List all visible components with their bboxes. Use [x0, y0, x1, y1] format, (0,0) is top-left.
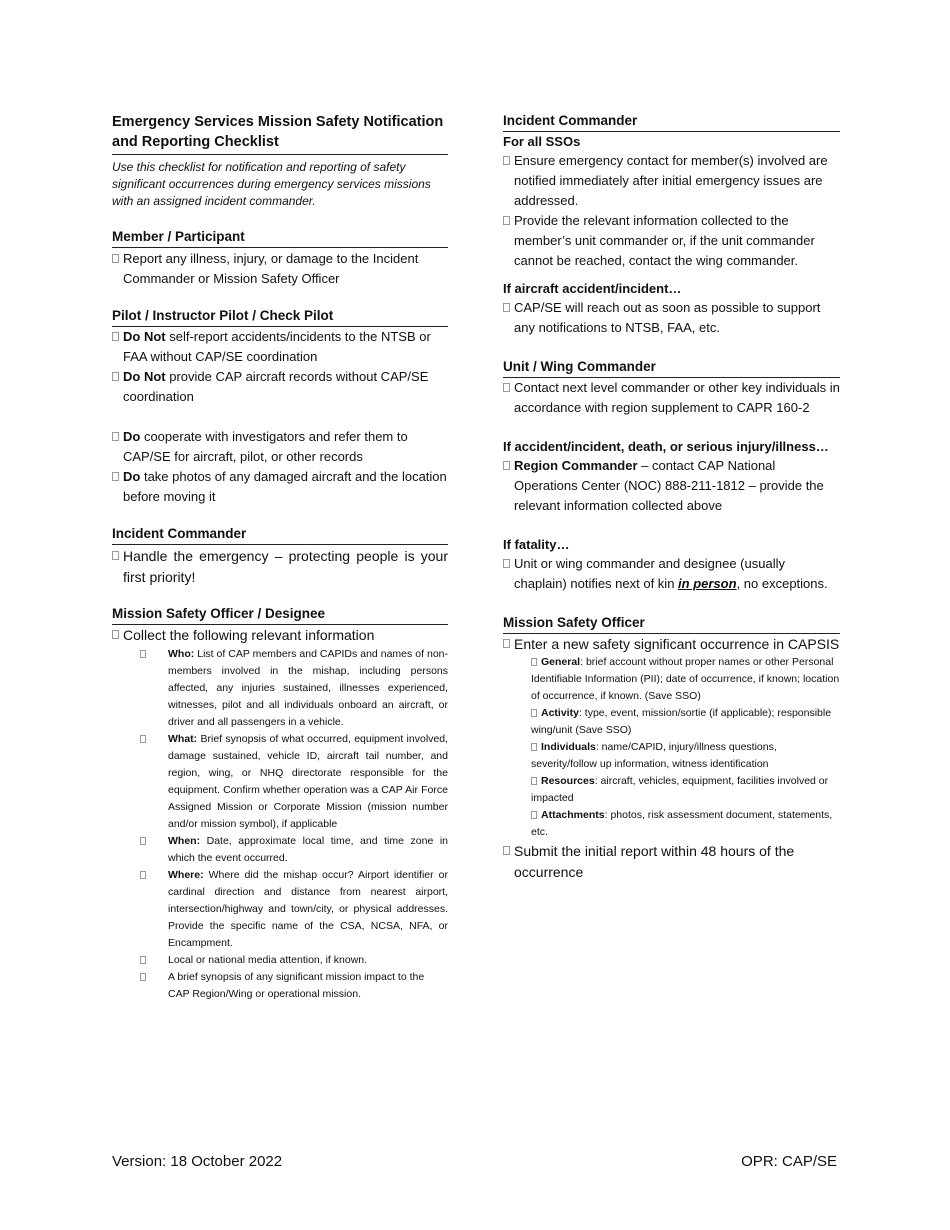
document-title: Emergency Services Mission Safety Notification and Reporting Checklist: [112, 112, 448, 155]
mission-safety-officer-heading: Mission Safety Officer: [503, 614, 840, 634]
unit-wing-commander-heading: Unit / Wing Commander: [503, 358, 840, 378]
checklist-item[interactable]: CAP/SE will reach out as soon as possible to support any notifications to NTSB, FAA, etc.: [503, 298, 840, 338]
checkbox-icon[interactable]: [503, 559, 510, 568]
checklist-item[interactable]: Do Not provide CAP aircraft records without CAP/SE coordination: [112, 367, 448, 407]
left-column: [112, 112, 448, 1003]
checkbox-icon[interactable]: [140, 735, 146, 743]
checklist-item[interactable]: Collect the following relevant information: [112, 625, 448, 646]
checklist-item[interactable]: Do cooperate with investigators and refer them to CAP/SE for aircraft, pilot, or other records: [112, 427, 448, 467]
checklist-item[interactable]: Handle the emergency – protecting people is your first priority!: [112, 546, 448, 588]
opr-label: OPR: CAP/SE: [741, 1153, 837, 1170]
checkbox-icon[interactable]: [112, 630, 119, 639]
sub-checklist-item[interactable]: General: brief account without proper names or other Personal Identifiable Information (PII); date of occurrence, if known; location of occurrence, if known. (Save SSO): [531, 656, 840, 702]
sub-checklist-item[interactable]: Attachments: photos, risk assessment document, statements, etc.: [531, 809, 833, 838]
sub-checklist-item[interactable]: Who: List of CAP members and CAPIDs and names of non-members involved in the mishap, including persons affected, any injuries sustained, illnesses experienced, witnesses, pilot and all individuals onboard an aircraft, or driver and all passengers in a vehicle.: [140, 646, 448, 731]
sub-checklist-item[interactable]: Individuals: name/CAPID, injury/illness questions, severity/follow up information, witness identification: [531, 741, 777, 770]
checklist-item[interactable]: Enter a new safety significant occurrence in CAPSIS: [503, 634, 840, 655]
sub-checklist-item[interactable]: Resources: aircraft, vehicles, equipment, facilities involved or impacted: [531, 775, 829, 804]
checklist-item[interactable]: Submit the initial report within 48 hours of the occurrence: [503, 841, 840, 883]
mso-designee-heading: Mission Safety Officer / Designee: [112, 605, 448, 625]
checkbox-icon[interactable]: [503, 216, 510, 225]
checklist-item[interactable]: Do take photos of any damaged aircraft and the location before moving it: [112, 467, 448, 507]
checkbox-icon[interactable]: [140, 871, 146, 879]
checklist-item[interactable]: Unit or wing commander and designee (usually chaplain) notifies next of kin in person, no exceptions.: [503, 554, 840, 594]
checkbox-icon[interactable]: [140, 973, 146, 981]
checkbox-icon[interactable]: [531, 658, 537, 666]
serious-injury-subheading: If accident/incident, death, or serious injury/illness…: [503, 439, 829, 454]
checkbox-icon[interactable]: [140, 837, 146, 845]
sub-checklist-item[interactable]: Activity: type, event, mission/sortie (if applicable); responsible wing/unit (Save SSO): [531, 707, 832, 736]
version-label: Version: 18 October 2022: [112, 1153, 283, 1170]
checkbox-icon[interactable]: [531, 743, 537, 751]
pilot-heading: Pilot / Instructor Pilot / Check Pilot: [112, 307, 448, 327]
fatality-subheading: If fatality…: [503, 537, 570, 552]
checkbox-icon[interactable]: [112, 551, 119, 560]
checklist-item[interactable]: Ensure emergency contact for member(s) involved are notified immediately after initial emergency issues are addressed.: [503, 151, 840, 211]
for-all-ssos-subheading: For all SSOs: [503, 134, 581, 149]
incident-commander-heading: Incident Commander: [112, 525, 448, 545]
sub-checklist-item[interactable]: Local or national media attention, if known.: [140, 952, 448, 969]
checklist-item[interactable]: Report any illness, injury, or damage to the Incident Commander or Mission Safety Officer: [112, 249, 448, 289]
aircraft-accident-subheading: If aircraft accident/incident…: [503, 281, 682, 296]
checkbox-icon[interactable]: [503, 156, 510, 165]
checkbox-icon[interactable]: [503, 383, 510, 392]
checkbox-icon[interactable]: [503, 461, 510, 470]
sub-checklist-item[interactable]: What: Brief synopsis of what occurred, equipment involved, damage sustained, vehicle ID, aircraft tail number, and region, wing, or NHQ directorate responsible for the equipment. Confirm whether operation was a CAP Air Force Assigned Mission or Corporate Mission (mission number and/or mission symbol), if applicable: [140, 731, 448, 833]
checklist-item[interactable]: Contact next level commander or other key individuals in accordance with region supplement to CAPR 160-2: [503, 378, 840, 418]
checkbox-icon[interactable]: [112, 254, 119, 263]
checklist-item[interactable]: Provide the relevant information collected to the member’s unit commander or, if the unit commander cannot be reached, contact the wing commander.: [503, 211, 840, 271]
checkbox-icon[interactable]: [531, 777, 537, 785]
checkbox-icon[interactable]: [503, 846, 510, 855]
checkbox-icon[interactable]: [112, 332, 119, 341]
sub-checklist-item[interactable]: Where: Where did the mishap occur? Airport identifier or cardinal direction and distance from nearest airport, intersection/highway and town/city, or physical addresses. Provide the specific name of the CSA, NCSA, NFA, or Encampment.: [140, 867, 448, 952]
checkbox-icon[interactable]: [112, 472, 119, 481]
checkbox-icon[interactable]: [531, 811, 537, 819]
sub-checklist-item[interactable]: When: Date, approximate local time, and time zone in which the event occurred.: [140, 833, 448, 867]
checkbox-icon[interactable]: [503, 639, 510, 648]
sub-checklist-item[interactable]: A brief synopsis of any significant mission impact to the CAP Region/Wing or operational mission.: [140, 969, 448, 1003]
checkbox-icon[interactable]: [503, 303, 510, 312]
member-heading: Member / Participant: [112, 228, 448, 248]
intro-text: Use this checklist for notification and reporting of safety significant occurrences during emergency services missions with an assigned incident commander.: [112, 160, 431, 208]
checkbox-icon[interactable]: [531, 709, 537, 717]
right-column: [503, 112, 840, 883]
checkbox-icon[interactable]: [140, 956, 146, 964]
checkbox-icon[interactable]: [112, 432, 119, 441]
checklist-item[interactable]: Do Not self-report accidents/incidents to the NTSB or FAA without CAP/SE coordination: [112, 327, 448, 367]
ic-notify-heading: Incident Commander: [503, 112, 840, 132]
checkbox-icon[interactable]: [112, 372, 119, 381]
checkbox-icon[interactable]: [140, 650, 146, 658]
checklist-item[interactable]: Region Commander – contact CAP National Operations Center (NOC) 888-211-1812 – provide the relevant information collected above: [503, 456, 840, 516]
